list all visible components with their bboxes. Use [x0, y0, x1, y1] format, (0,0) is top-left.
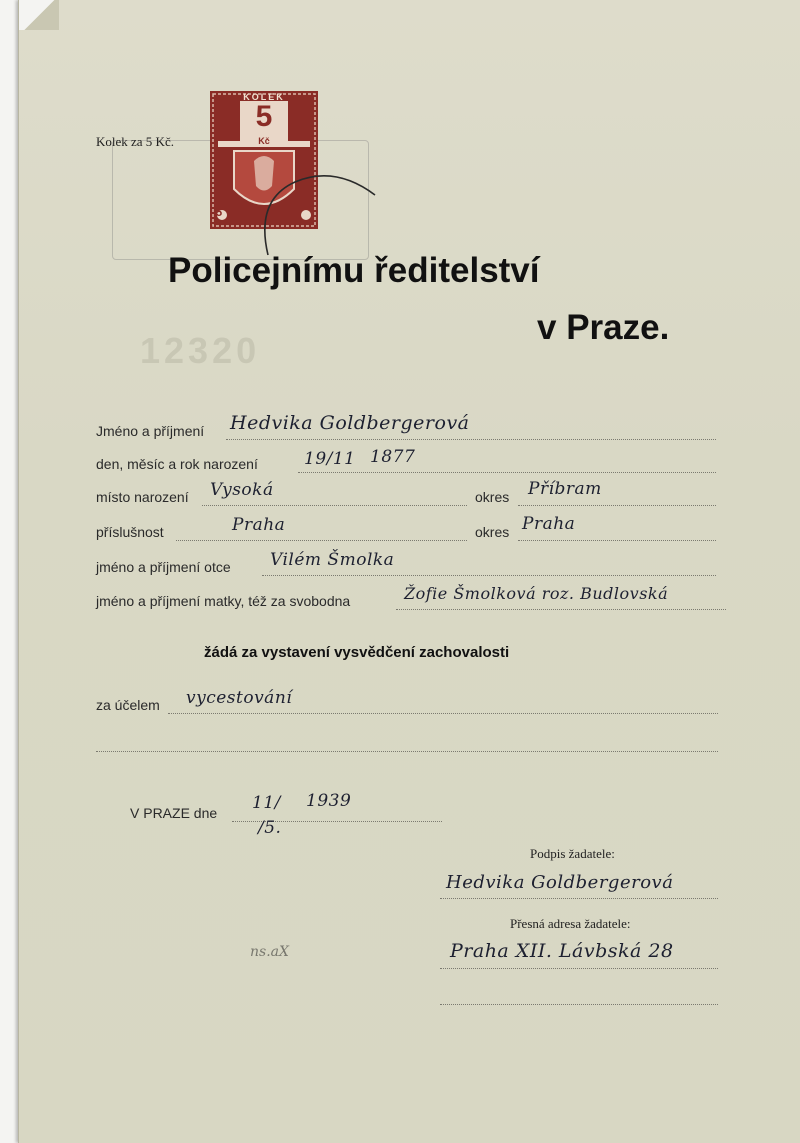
- addressee-heading-city: v Praze.: [537, 308, 670, 347]
- stamp-top-text: KOLEK: [243, 92, 285, 102]
- stamp-fee-note: Kolek za 5 Kč.: [96, 134, 174, 149]
- purpose-line: [168, 712, 718, 714]
- citizenship-line: [176, 539, 467, 541]
- date-month: /5.: [258, 818, 282, 838]
- address-line: [440, 967, 718, 969]
- purpose-value: vycestování: [186, 688, 293, 708]
- addressee-heading: Policejnímu ředitelství: [168, 251, 540, 290]
- birthplace-district-line: [518, 504, 716, 506]
- signature-label: Podpis žadatele:: [530, 846, 615, 861]
- citizenship-value: Praha: [232, 515, 286, 535]
- request-statement: žádá za vystavení vysvědčení zachovalosti: [204, 644, 510, 661]
- faint-registration-number: 12320: [140, 330, 261, 371]
- stamp-value: 5: [255, 100, 273, 133]
- citizenship-label: příslušnost: [96, 524, 164, 540]
- dob-label: den, měsíc a rok narození: [96, 456, 258, 472]
- dob-day-month: 19/11: [304, 449, 356, 469]
- address-label: Přesná adresa žadatele:: [510, 916, 631, 931]
- father-value: Vilém Šmolka: [270, 550, 395, 570]
- mother-label: jméno a příjmení matky, též za svobodna: [96, 593, 351, 609]
- birthplace-line: [202, 504, 467, 506]
- address-extra-line: [440, 1003, 718, 1005]
- folded-corner: [19, 0, 59, 30]
- birthplace-value: Vysoká: [210, 480, 274, 500]
- name-line: [226, 438, 716, 440]
- dob-line: [298, 471, 716, 473]
- father-line: [262, 574, 716, 576]
- birthplace-label: místo narození: [96, 489, 189, 505]
- purpose-extra-line: [96, 750, 718, 752]
- signature-line: [440, 897, 718, 899]
- date-day: 11/: [252, 793, 281, 813]
- address-value: Praha XII. Lávbská 28: [450, 940, 674, 962]
- birthplace-district-value: Příbram: [528, 479, 602, 499]
- dob-year: 1877: [370, 447, 416, 467]
- name-label: Jméno a příjmení: [96, 423, 205, 439]
- citizenship-district-value: Praha: [522, 514, 576, 534]
- signature-value: Hedvika Goldbergerová: [446, 872, 674, 893]
- place-date-label: V PRAZE dne: [130, 805, 218, 821]
- citizenship-district-line: [518, 539, 716, 541]
- citizenship-district-label: okres: [475, 524, 510, 540]
- stamp-corner-value: 5: [216, 207, 223, 219]
- birthplace-district-label: okres: [475, 489, 510, 505]
- purpose-label: za účelem: [96, 697, 160, 713]
- faint-pencil-marks: ns.aX: [250, 944, 289, 960]
- mother-value: Žofie Šmolková roz. Budlovská: [404, 584, 669, 603]
- date-year: 1939: [306, 791, 352, 811]
- name-value: Hedvika Goldbergerová: [230, 412, 470, 434]
- mother-line: [396, 608, 726, 610]
- father-label: jméno a příjmení otce: [96, 559, 231, 575]
- stamp-unit: Kč: [258, 136, 270, 146]
